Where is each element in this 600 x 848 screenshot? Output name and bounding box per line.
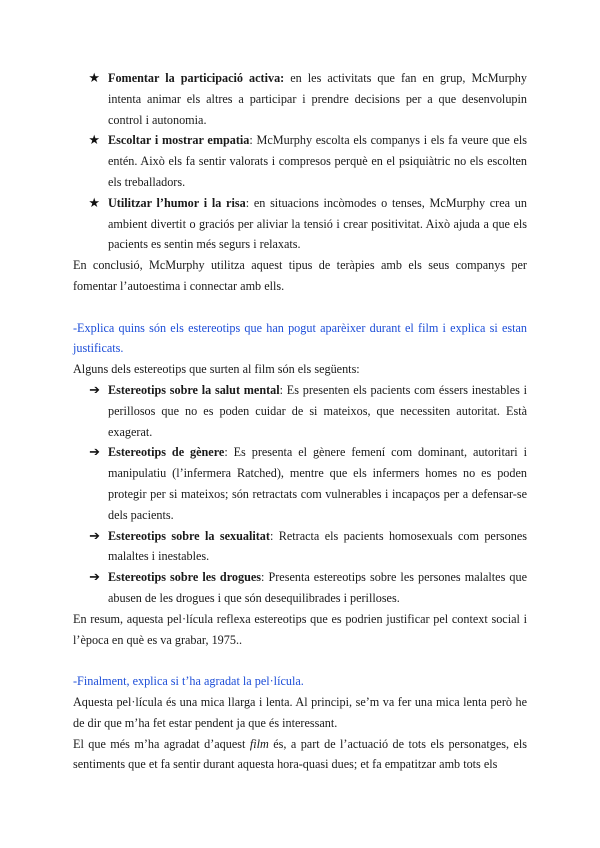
summary-paragraph: En resum, aquesta pel·lícula reflexa estereotips que es podrien justificar pel context social i l’època en què es va grabar, 1975.. bbox=[73, 611, 527, 647]
list-item bbox=[73, 526, 527, 568]
bullet-text: : Presenta estereotips sobre les persones malaltes que abusen de les drogues i que són desequilibrades i perilloses. bbox=[108, 570, 527, 605]
bullet-term: Estereotips sobre la sexualitat bbox=[108, 528, 270, 543]
bullet-term: Utilitzar l’humor i la risa bbox=[108, 195, 246, 210]
list-item bbox=[73, 442, 527, 525]
question-heading: -Finalment, explica si t’ha agradat la pel·lícula. bbox=[73, 674, 304, 689]
star-icon: ★ bbox=[88, 194, 100, 210]
film-word: film bbox=[249, 736, 269, 751]
bullet-term: Estereotips sobre les drogues bbox=[108, 570, 262, 585]
list-item bbox=[73, 567, 527, 609]
intro-paragraph: Alguns dels estereotips que surten al film són els següents: bbox=[73, 362, 360, 377]
list-item bbox=[73, 193, 527, 255]
bullet-text: : Retracta els pacients homosexuals com persones malaltes i inestables. bbox=[108, 528, 527, 564]
arrow-icon: ➔ bbox=[89, 527, 100, 543]
bullet-text: : Es presenta el gènere femení com dominant, autoritari i manipulatiu (l’infermera Ratched), mentre que els infermers homes no es poden protegir per si mateixos; són retractats com vulnerables i incapaços per a defensar-se dels pacients. bbox=[108, 445, 527, 522]
bullet-text: : Es presenten els pacients com éssers inestables i perillosos que no es poden cuidar de si mateixos, que necessiten autoritat. Està exagerat. bbox=[108, 382, 527, 439]
star-icon: ★ bbox=[88, 132, 100, 148]
conclusion-paragraph: En conclusió, McMurphy utilitza aquest tipus de teràpies amb els seus companys per fomentar l’autoestima i connectar amb ells. bbox=[73, 258, 527, 293]
arrow-icon: ➔ bbox=[89, 569, 100, 585]
question-heading: -Explica quins són els estereotips que han pogut aparèixer durant el film i explica si estan justificats. bbox=[73, 320, 527, 356]
list-item bbox=[73, 380, 527, 442]
document-body bbox=[73, 68, 527, 775]
bullet-term: Fomentar la participació activa: bbox=[108, 71, 285, 85]
bullet-term: Estereotips de gènere bbox=[108, 445, 225, 460]
bullet-text: en les activitats que fan en grup, McMurphy intenta animar els altres a participar i prendre decisions per a que desenvolupin control i autonomia. bbox=[108, 71, 527, 127]
list-item bbox=[73, 130, 527, 192]
star-icon: ★ bbox=[88, 70, 100, 85]
bullet-term: Escoltar i mostrar empatia bbox=[108, 133, 250, 148]
bullet-text: : McMurphy escolta els companys i els fa veure que els entén. Això els fa sentir valorats i compresos perquè en el psiquiàtric no els escolten els treballadors. bbox=[108, 133, 528, 189]
arrow-icon: ➔ bbox=[89, 444, 100, 460]
list-item bbox=[73, 68, 527, 130]
bullet-text: : en situacions incòmodes o tenses, McMurphy crea un ambient divertit o graciós per aliviar la tensió i crear positivitat. Això ajuda a que els pacients es sentin més segurs i relaxats. bbox=[108, 195, 527, 252]
opinion-paragraph: Aquesta pel·lícula és una mica llarga i lenta. Al principi, se’m va fer una mica lenta però he de dir que m’ha fet estar pendent ja que és interessant. bbox=[73, 694, 527, 730]
bullet-term: Estereotips sobre la salut mental bbox=[108, 382, 280, 397]
arrow-icon: ➔ bbox=[89, 381, 100, 397]
opinion-paragraph: El que més m’ha agradat d’aquest film és, a part de l’actuació de tots els personatges, els sentiments que et fa sentir durant aquesta hora-quasi dues; et fa empatitzar amb tots els bbox=[73, 736, 527, 772]
